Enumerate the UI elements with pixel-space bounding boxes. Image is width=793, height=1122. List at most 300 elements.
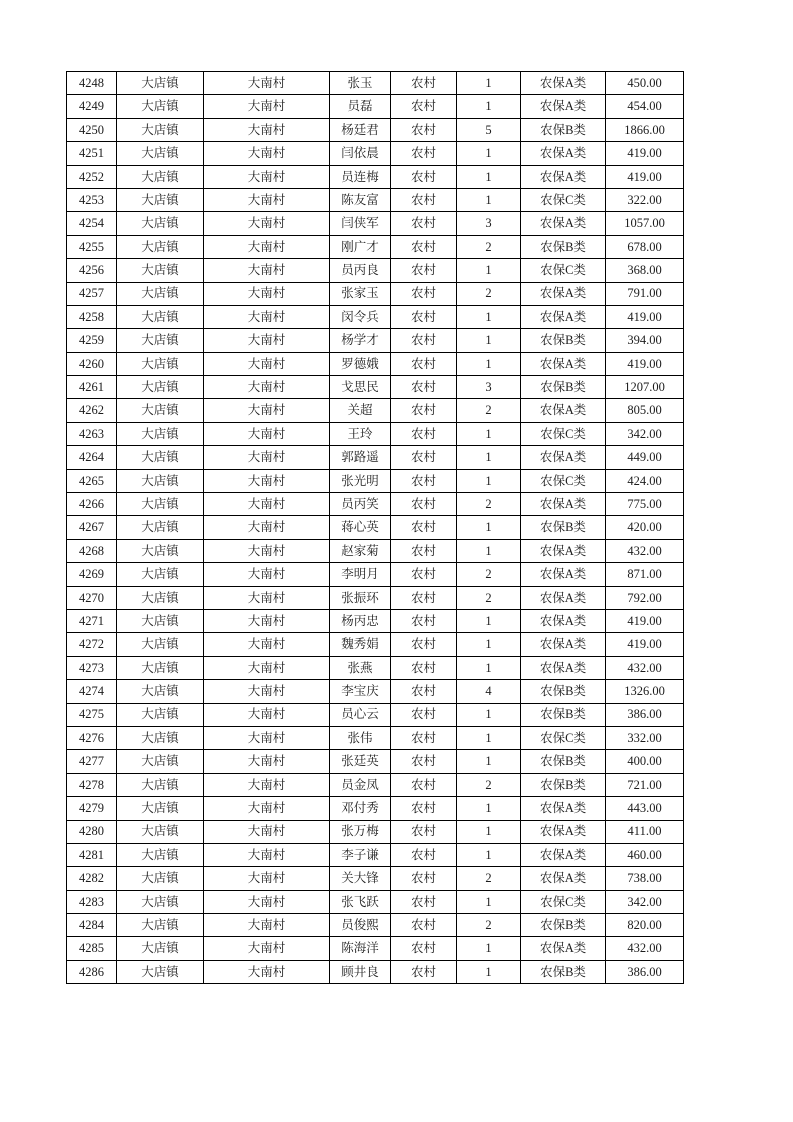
table-row (67, 516, 684, 539)
cell-household-type: 农村 (391, 960, 457, 983)
cell-village: 大南村 (204, 493, 330, 516)
cell-person-count: 1 (457, 937, 521, 960)
cell-amount: 432.00 (606, 656, 684, 679)
table-row (67, 72, 684, 95)
cell-amount: 394.00 (606, 329, 684, 352)
cell-person-count: 1 (457, 305, 521, 328)
table-row (67, 843, 684, 866)
cell-village: 大南村 (204, 937, 330, 960)
cell-insurance-type: 农保B类 (521, 960, 606, 983)
cell-household-type: 农村 (391, 446, 457, 469)
cell-amount: 1057.00 (606, 212, 684, 235)
table-row (67, 820, 684, 843)
cell-amount: 386.00 (606, 960, 684, 983)
cell-village: 大南村 (204, 212, 330, 235)
cell-town: 大店镇 (117, 656, 204, 679)
cell-person-count: 1 (457, 656, 521, 679)
cell-town: 大店镇 (117, 773, 204, 796)
table-row (67, 773, 684, 796)
cell-insurance-type: 农保B类 (521, 118, 606, 141)
cell-serial: 4253 (67, 188, 117, 211)
cell-insurance-type: 农保A类 (521, 212, 606, 235)
cell-serial: 4273 (67, 656, 117, 679)
cell-person-count: 1 (457, 72, 521, 95)
cell-household-type: 农村 (391, 352, 457, 375)
cell-village: 大南村 (204, 282, 330, 305)
cell-town: 大店镇 (117, 586, 204, 609)
table-row (67, 446, 684, 469)
cell-person-count: 2 (457, 282, 521, 305)
cell-insurance-type: 农保B类 (521, 750, 606, 773)
cell-name: 关超 (330, 399, 391, 422)
cell-household-type: 农村 (391, 937, 457, 960)
cell-town: 大店镇 (117, 937, 204, 960)
cell-village: 大南村 (204, 118, 330, 141)
cell-person-count: 5 (457, 118, 521, 141)
cell-household-type: 农村 (391, 633, 457, 656)
cell-name: 员心云 (330, 703, 391, 726)
cell-village: 大南村 (204, 914, 330, 937)
cell-amount: 460.00 (606, 843, 684, 866)
cell-name: 闫侠军 (330, 212, 391, 235)
cell-amount: 871.00 (606, 563, 684, 586)
cell-village: 大南村 (204, 867, 330, 890)
cell-amount: 342.00 (606, 890, 684, 913)
table-row (67, 539, 684, 562)
cell-name: 员俊熙 (330, 914, 391, 937)
table-row (67, 703, 684, 726)
cell-household-type: 农村 (391, 539, 457, 562)
cell-serial: 4274 (67, 680, 117, 703)
cell-amount: 775.00 (606, 493, 684, 516)
cell-insurance-type: 农保A类 (521, 937, 606, 960)
cell-village: 大南村 (204, 843, 330, 866)
cell-village: 大南村 (204, 633, 330, 656)
cell-name: 李子谦 (330, 843, 391, 866)
cell-name: 关大锋 (330, 867, 391, 890)
cell-serial: 4250 (67, 118, 117, 141)
cell-name: 张飞跃 (330, 890, 391, 913)
cell-household-type: 农村 (391, 422, 457, 445)
cell-village: 大南村 (204, 165, 330, 188)
cell-household-type: 农村 (391, 890, 457, 913)
cell-town: 大店镇 (117, 797, 204, 820)
cell-amount: 400.00 (606, 750, 684, 773)
cell-person-count: 1 (457, 797, 521, 820)
cell-name: 郭路遥 (330, 446, 391, 469)
cell-town: 大店镇 (117, 446, 204, 469)
table-row (67, 352, 684, 375)
cell-village: 大南村 (204, 469, 330, 492)
cell-name: 员丙笑 (330, 493, 391, 516)
cell-insurance-type: 农保B类 (521, 235, 606, 258)
cell-village: 大南村 (204, 352, 330, 375)
cell-village: 大南村 (204, 797, 330, 820)
cell-household-type: 农村 (391, 235, 457, 258)
cell-name: 陈海洋 (330, 937, 391, 960)
cell-town: 大店镇 (117, 72, 204, 95)
cell-name: 员磊 (330, 95, 391, 118)
cell-serial: 4267 (67, 516, 117, 539)
cell-amount: 805.00 (606, 399, 684, 422)
cell-town: 大店镇 (117, 469, 204, 492)
cell-village: 大南村 (204, 305, 330, 328)
cell-household-type: 农村 (391, 165, 457, 188)
cell-name: 李宝庆 (330, 680, 391, 703)
cell-name: 张玉 (330, 72, 391, 95)
cell-household-type: 农村 (391, 773, 457, 796)
cell-village: 大南村 (204, 446, 330, 469)
cell-town: 大店镇 (117, 235, 204, 258)
insurance-roster-table (66, 71, 684, 984)
table-row (67, 867, 684, 890)
cell-village: 大南村 (204, 586, 330, 609)
cell-insurance-type: 农保B类 (521, 516, 606, 539)
cell-serial: 4269 (67, 563, 117, 586)
cell-amount: 342.00 (606, 422, 684, 445)
cell-serial: 4258 (67, 305, 117, 328)
cell-serial: 4260 (67, 352, 117, 375)
cell-insurance-type: 农保A类 (521, 399, 606, 422)
cell-village: 大南村 (204, 563, 330, 586)
cell-town: 大店镇 (117, 750, 204, 773)
cell-town: 大店镇 (117, 352, 204, 375)
cell-household-type: 农村 (391, 212, 457, 235)
cell-amount: 721.00 (606, 773, 684, 796)
cell-household-type: 农村 (391, 914, 457, 937)
cell-household-type: 农村 (391, 493, 457, 516)
table-row (67, 422, 684, 445)
cell-village: 大南村 (204, 539, 330, 562)
table-body (67, 72, 684, 984)
cell-insurance-type: 农保A类 (521, 867, 606, 890)
cell-insurance-type: 农保A类 (521, 820, 606, 843)
cell-village: 大南村 (204, 422, 330, 445)
cell-town: 大店镇 (117, 563, 204, 586)
cell-insurance-type: 农保A类 (521, 142, 606, 165)
cell-serial: 4251 (67, 142, 117, 165)
cell-town: 大店镇 (117, 703, 204, 726)
cell-town: 大店镇 (117, 305, 204, 328)
cell-household-type: 农村 (391, 329, 457, 352)
table-row (67, 259, 684, 282)
cell-town: 大店镇 (117, 212, 204, 235)
cell-household-type: 农村 (391, 586, 457, 609)
cell-village: 大南村 (204, 142, 330, 165)
cell-serial: 4281 (67, 843, 117, 866)
cell-insurance-type: 农保A类 (521, 95, 606, 118)
cell-village: 大南村 (204, 750, 330, 773)
cell-village: 大南村 (204, 609, 330, 632)
cell-village: 大南村 (204, 72, 330, 95)
table-row (67, 142, 684, 165)
cell-town: 大店镇 (117, 867, 204, 890)
cell-name: 赵家菊 (330, 539, 391, 562)
cell-village: 大南村 (204, 399, 330, 422)
cell-amount: 368.00 (606, 259, 684, 282)
cell-household-type: 农村 (391, 376, 457, 399)
cell-serial: 4255 (67, 235, 117, 258)
table-row (67, 586, 684, 609)
cell-serial: 4279 (67, 797, 117, 820)
cell-person-count: 1 (457, 329, 521, 352)
cell-amount: 419.00 (606, 142, 684, 165)
cell-serial: 4252 (67, 165, 117, 188)
cell-name: 戈思民 (330, 376, 391, 399)
cell-insurance-type: 农保B类 (521, 680, 606, 703)
cell-serial: 4270 (67, 586, 117, 609)
cell-insurance-type: 农保C类 (521, 259, 606, 282)
cell-serial: 4265 (67, 469, 117, 492)
cell-insurance-type: 农保A类 (521, 282, 606, 305)
cell-person-count: 1 (457, 165, 521, 188)
cell-amount: 1207.00 (606, 376, 684, 399)
cell-town: 大店镇 (117, 376, 204, 399)
cell-village: 大南村 (204, 329, 330, 352)
cell-household-type: 农村 (391, 188, 457, 211)
cell-person-count: 1 (457, 890, 521, 913)
cell-person-count: 3 (457, 212, 521, 235)
cell-person-count: 1 (457, 960, 521, 983)
table-row (67, 937, 684, 960)
cell-insurance-type: 农保C类 (521, 422, 606, 445)
table-row (67, 118, 684, 141)
cell-serial: 4259 (67, 329, 117, 352)
cell-serial: 4268 (67, 539, 117, 562)
cell-name: 张家玉 (330, 282, 391, 305)
table-row (67, 750, 684, 773)
table-row (67, 95, 684, 118)
cell-name: 员连梅 (330, 165, 391, 188)
cell-amount: 411.00 (606, 820, 684, 843)
cell-serial: 4276 (67, 726, 117, 749)
table-row (67, 376, 684, 399)
cell-household-type: 农村 (391, 703, 457, 726)
cell-name: 张光明 (330, 469, 391, 492)
cell-insurance-type: 农保A类 (521, 797, 606, 820)
table-row (67, 633, 684, 656)
cell-household-type: 农村 (391, 469, 457, 492)
cell-amount: 419.00 (606, 352, 684, 375)
cell-person-count: 2 (457, 235, 521, 258)
cell-serial: 4283 (67, 890, 117, 913)
cell-household-type: 农村 (391, 843, 457, 866)
cell-name: 杨学才 (330, 329, 391, 352)
cell-insurance-type: 农保C类 (521, 469, 606, 492)
cell-village: 大南村 (204, 235, 330, 258)
cell-amount: 419.00 (606, 165, 684, 188)
cell-serial: 4285 (67, 937, 117, 960)
table-row (67, 469, 684, 492)
cell-person-count: 2 (457, 773, 521, 796)
cell-insurance-type: 农保B类 (521, 703, 606, 726)
cell-person-count: 1 (457, 352, 521, 375)
cell-name: 王玲 (330, 422, 391, 445)
cell-serial: 4266 (67, 493, 117, 516)
cell-amount: 419.00 (606, 633, 684, 656)
cell-serial: 4257 (67, 282, 117, 305)
cell-town: 大店镇 (117, 609, 204, 632)
cell-town: 大店镇 (117, 142, 204, 165)
cell-person-count: 1 (457, 142, 521, 165)
cell-household-type: 农村 (391, 516, 457, 539)
cell-household-type: 农村 (391, 797, 457, 820)
cell-amount: 322.00 (606, 188, 684, 211)
cell-insurance-type: 农保A类 (521, 563, 606, 586)
cell-household-type: 农村 (391, 282, 457, 305)
cell-village: 大南村 (204, 680, 330, 703)
table-row (67, 188, 684, 211)
cell-person-count: 3 (457, 376, 521, 399)
cell-amount: 678.00 (606, 235, 684, 258)
cell-name: 李明月 (330, 563, 391, 586)
cell-household-type: 农村 (391, 305, 457, 328)
cell-town: 大店镇 (117, 282, 204, 305)
cell-amount: 432.00 (606, 937, 684, 960)
cell-name: 闵令兵 (330, 305, 391, 328)
cell-village: 大南村 (204, 890, 330, 913)
cell-name: 张振环 (330, 586, 391, 609)
cell-name: 员丙良 (330, 259, 391, 282)
cell-person-count: 1 (457, 843, 521, 866)
cell-town: 大店镇 (117, 329, 204, 352)
cell-town: 大店镇 (117, 539, 204, 562)
cell-town: 大店镇 (117, 118, 204, 141)
cell-village: 大南村 (204, 726, 330, 749)
cell-household-type: 农村 (391, 118, 457, 141)
cell-insurance-type: 农保C类 (521, 188, 606, 211)
cell-serial: 4261 (67, 376, 117, 399)
cell-serial: 4271 (67, 609, 117, 632)
cell-person-count: 1 (457, 539, 521, 562)
cell-amount: 1326.00 (606, 680, 684, 703)
cell-person-count: 1 (457, 259, 521, 282)
cell-household-type: 农村 (391, 95, 457, 118)
cell-serial: 4262 (67, 399, 117, 422)
cell-amount: 386.00 (606, 703, 684, 726)
table-row (67, 914, 684, 937)
cell-person-count: 1 (457, 820, 521, 843)
table-row (67, 797, 684, 820)
table-row (67, 890, 684, 913)
cell-person-count: 1 (457, 726, 521, 749)
cell-serial: 4275 (67, 703, 117, 726)
table-row (67, 212, 684, 235)
cell-town: 大店镇 (117, 493, 204, 516)
cell-serial: 4284 (67, 914, 117, 937)
cell-household-type: 农村 (391, 656, 457, 679)
cell-village: 大南村 (204, 960, 330, 983)
table-row (67, 680, 684, 703)
cell-amount: 820.00 (606, 914, 684, 937)
cell-village: 大南村 (204, 188, 330, 211)
cell-town: 大店镇 (117, 422, 204, 445)
cell-name: 罗德娥 (330, 352, 391, 375)
cell-serial: 4248 (67, 72, 117, 95)
cell-town: 大店镇 (117, 843, 204, 866)
cell-insurance-type: 农保B类 (521, 376, 606, 399)
cell-household-type: 农村 (391, 867, 457, 890)
cell-town: 大店镇 (117, 726, 204, 749)
cell-household-type: 农村 (391, 72, 457, 95)
cell-amount: 454.00 (606, 95, 684, 118)
cell-person-count: 1 (457, 609, 521, 632)
cell-person-count: 2 (457, 493, 521, 516)
cell-household-type: 农村 (391, 609, 457, 632)
cell-person-count: 1 (457, 516, 521, 539)
table-row (67, 235, 684, 258)
cell-household-type: 农村 (391, 142, 457, 165)
cell-serial: 4263 (67, 422, 117, 445)
cell-insurance-type: 农保A类 (521, 72, 606, 95)
cell-village: 大南村 (204, 656, 330, 679)
cell-town: 大店镇 (117, 399, 204, 422)
cell-amount: 449.00 (606, 446, 684, 469)
cell-name: 张万梅 (330, 820, 391, 843)
cell-town: 大店镇 (117, 259, 204, 282)
cell-amount: 443.00 (606, 797, 684, 820)
cell-person-count: 2 (457, 867, 521, 890)
cell-town: 大店镇 (117, 820, 204, 843)
cell-town: 大店镇 (117, 914, 204, 937)
cell-person-count: 1 (457, 422, 521, 445)
cell-serial: 4278 (67, 773, 117, 796)
table-row (67, 563, 684, 586)
cell-serial: 4277 (67, 750, 117, 773)
cell-name: 张伟 (330, 726, 391, 749)
cell-insurance-type: 农保B类 (521, 914, 606, 937)
cell-insurance-type: 农保C类 (521, 726, 606, 749)
table-row (67, 960, 684, 983)
cell-serial: 4254 (67, 212, 117, 235)
cell-town: 大店镇 (117, 188, 204, 211)
cell-insurance-type: 农保A类 (521, 586, 606, 609)
cell-amount: 420.00 (606, 516, 684, 539)
cell-household-type: 农村 (391, 726, 457, 749)
cell-amount: 791.00 (606, 282, 684, 305)
cell-insurance-type: 农保A类 (521, 493, 606, 516)
cell-household-type: 农村 (391, 680, 457, 703)
cell-name: 杨廷君 (330, 118, 391, 141)
cell-household-type: 农村 (391, 563, 457, 586)
cell-person-count: 1 (457, 633, 521, 656)
cell-amount: 738.00 (606, 867, 684, 890)
table-row (67, 305, 684, 328)
cell-name: 张廷英 (330, 750, 391, 773)
cell-person-count: 2 (457, 563, 521, 586)
cell-insurance-type: 农保A类 (521, 165, 606, 188)
cell-town: 大店镇 (117, 516, 204, 539)
cell-insurance-type: 农保A类 (521, 633, 606, 656)
cell-insurance-type: 农保A类 (521, 656, 606, 679)
table-row (67, 609, 684, 632)
cell-town: 大店镇 (117, 165, 204, 188)
cell-village: 大南村 (204, 95, 330, 118)
cell-village: 大南村 (204, 703, 330, 726)
cell-insurance-type: 农保A类 (521, 539, 606, 562)
cell-household-type: 农村 (391, 399, 457, 422)
cell-insurance-type: 农保A类 (521, 446, 606, 469)
cell-insurance-type: 农保C类 (521, 890, 606, 913)
cell-town: 大店镇 (117, 960, 204, 983)
table-row (67, 329, 684, 352)
cell-town: 大店镇 (117, 633, 204, 656)
cell-amount: 419.00 (606, 609, 684, 632)
cell-person-count: 2 (457, 586, 521, 609)
cell-person-count: 1 (457, 469, 521, 492)
table-row (67, 726, 684, 749)
cell-insurance-type: 农保A类 (521, 843, 606, 866)
